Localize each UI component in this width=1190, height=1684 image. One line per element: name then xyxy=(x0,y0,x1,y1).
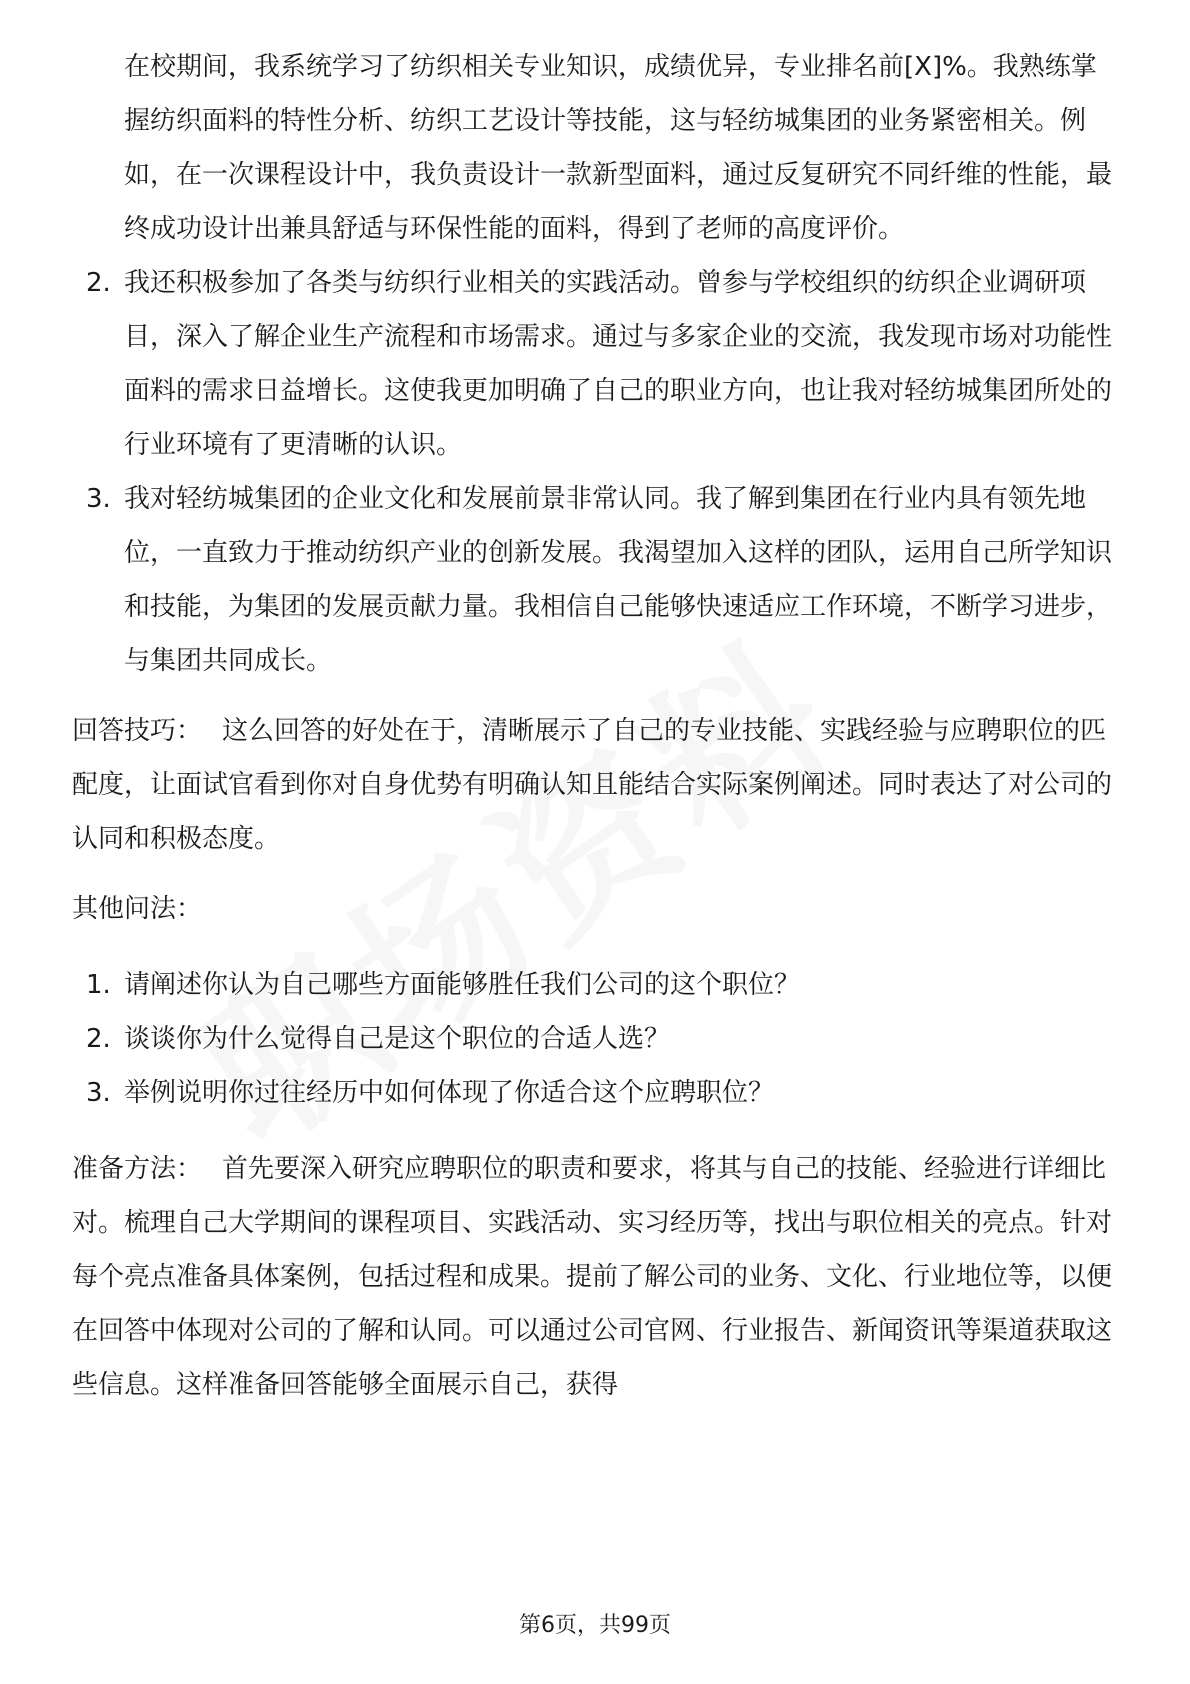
prep-label: 准备方法： xyxy=(72,1154,203,1184)
tips-paragraph xyxy=(72,704,1122,866)
continued-paragraph: 在校期间，我系统学习了纺织相关专业知识，成绩优异，专业排名前[X]%。我熟练掌握纺织面料的特性分析、纺织工艺设计等技能，这与轻纺城集团的业务紧密相关。例如，在一次课程设计中，我负责设计一款新型面料，通过反复研究不同纤维的性能，最终成功设计出兼具舒适与环保性能的面料，得到了老师的高度评价。 xyxy=(124,52,1113,244)
other-questions-list xyxy=(72,958,1122,1120)
list-number: 3. xyxy=(86,484,111,514)
list-number: 2. xyxy=(86,1024,111,1054)
list-number: 2. xyxy=(86,268,111,298)
list-number: 1. xyxy=(86,970,111,1000)
prep-text: 首先要深入研究应聘职位的职责和要求，将其与自己的技能、经验进行详细比对。梳理自己大学期间的课程项目、实践活动、实习经历等，找出与职位相关的亮点。针对每个亮点准备具体案例，包括过程和成果。提前了解公司的业务、文化、行业地位等，以便在回答中体现对公司的了解和认同。可以通过公司官网、行业报告、新闻资讯等渠道获取这些信息。这样准备回答能够全面展示自己，获得 xyxy=(72,1154,1113,1400)
answer-list xyxy=(72,256,1122,688)
list-item xyxy=(72,256,1122,472)
list-item xyxy=(72,472,1122,688)
list-item-text: 谈谈你为什么觉得自己是这个职位的合适人选？ xyxy=(124,1024,671,1054)
tips-text: 这么回答的好处在于，清晰展示了自己的专业技能、实践经验与应聘职位的匹配度，让面试官看到你对自身优势有明确认知且能结合实际案例阐述。同时表达了对公司的认同和积极态度。 xyxy=(72,716,1113,854)
tips-label: 回答技巧： xyxy=(72,716,203,746)
list-item-text: 我还积极参加了各类与纺织行业相关的实践活动。曾参与学校组织的纺织企业调研项目，深入了解企业生产流程和市场需求。通过与多家企业的交流，我发现市场对功能性面料的需求日益增长。这使我更加明确了自己的职业方向，也让我对轻纺城集团所处的行业环境有了更清晰的认识。 xyxy=(124,268,1113,460)
page-content xyxy=(72,40,1122,1412)
list-item-text: 请阐述你认为自己哪些方面能够胜任我们公司的这个职位？ xyxy=(124,970,801,1000)
prep-paragraph xyxy=(72,1142,1122,1412)
list-item-text: 举例说明你过往经历中如何体现了你适合这个应聘职位？ xyxy=(124,1078,775,1108)
list-item xyxy=(72,1066,1122,1120)
other-questions-heading: 其他问法： xyxy=(72,894,203,924)
page-number-footer: 第6页，共99页 xyxy=(519,1613,671,1638)
list-number: 3. xyxy=(86,1078,111,1108)
list-item xyxy=(72,958,1122,1012)
list-item-text: 我对轻纺城集团的企业文化和发展前景非常认同。我了解到集团在行业内具有领先地位，一直致力于推动纺织产业的创新发展。我渴望加入这样的团队，运用自己所学知识和技能，为集团的发展贡献力量。我相信自己能够快速适应工作环境，不断学习进步，与集团共同成长。 xyxy=(124,484,1113,676)
list-item xyxy=(72,1012,1122,1066)
